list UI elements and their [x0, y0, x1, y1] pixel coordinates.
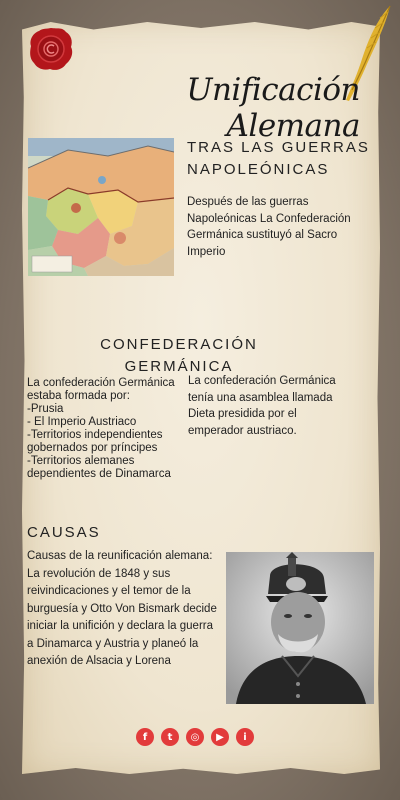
confederation-dieta-text: La confederación Germánica tenía una asamblea llamada Dieta presidida por el emperador austriaco.	[188, 375, 336, 437]
list-item: -Prusia	[27, 403, 64, 415]
bismarck-portrait	[226, 552, 374, 704]
facebook-icon[interactable]: f	[136, 728, 154, 746]
list-item: -Territorios alemanes dependientes de Dinamarca	[27, 455, 171, 480]
germanic-confederation-map	[28, 138, 174, 276]
section-text-napoleonic: Después de las guerras Napoleónicas La Confederación Germánica sustituyó al Sacro Imperio	[187, 196, 351, 258]
section-heading-confederation: CONFEDERACIÓN GERMÁNICA	[100, 336, 258, 375]
instagram-icon[interactable]: ◎	[186, 728, 204, 746]
wax-seal-icon	[28, 26, 74, 72]
list-item: - El Imperio Austriaco	[27, 416, 137, 428]
social-links	[136, 728, 254, 748]
section-heading-napoleonic: TRAS LAS GUERRAS NAPOLEÓNICAS	[187, 139, 370, 178]
twitter-icon[interactable]: t	[161, 728, 179, 746]
list-item: -Territorios independientes gobernados por príncipes	[27, 429, 163, 454]
confederation-intro: La confederación Germánica estaba formada por:	[27, 377, 175, 402]
info-icon[interactable]: i	[236, 728, 254, 746]
section-heading-causes: CAUSAS	[27, 524, 101, 541]
section-text-causes: Causas de la reunificación alemana: La revolución de 1848 y sus reivindicaciones y el temor de la burguesía y Otto Von Bismark decide iniciar la unifición y declara la guerra a Dinamarca y Austria y planeó la anexión de Alsacia y Lorena	[27, 550, 217, 667]
page-title: Unificación Alemana	[186, 72, 360, 144]
youtube-icon[interactable]: ▶	[211, 728, 229, 746]
confederation-members	[27, 377, 187, 481]
